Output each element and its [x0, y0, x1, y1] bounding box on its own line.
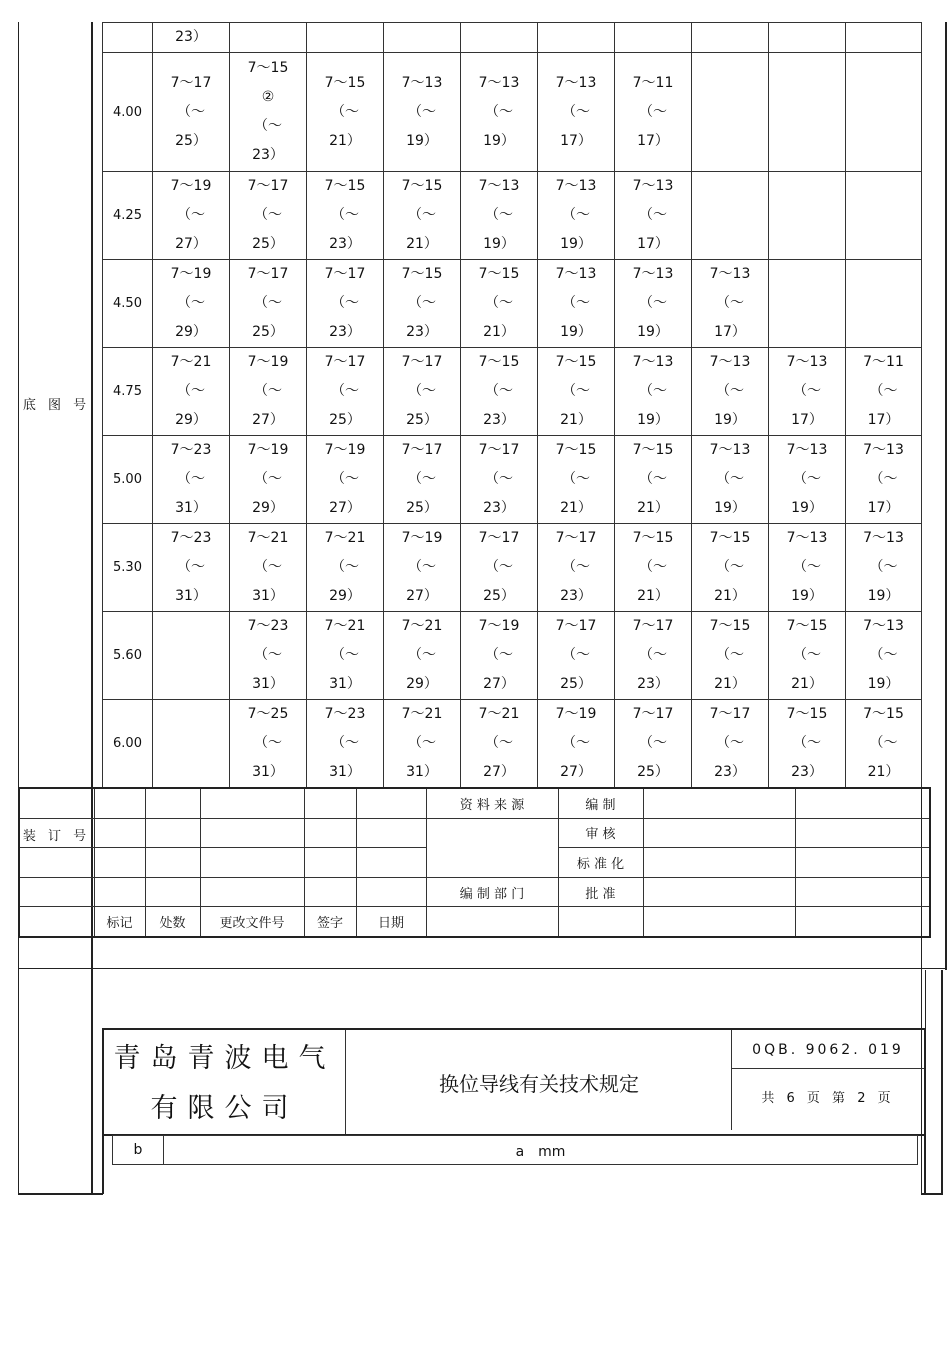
thickness-cell: 6.00: [103, 700, 153, 788]
table-cell: 7～15 ② （～ 23）: [230, 53, 307, 172]
table-cell: 7～15 （～ 21）: [615, 524, 692, 612]
table-row: [103, 436, 922, 524]
table-cell: 7～19 （～ 27）: [384, 524, 461, 612]
table-cell: 7～13 （～ 19）: [461, 53, 538, 172]
table-cell: 7～17 （～ 23）: [615, 612, 692, 700]
right-border-outer: [945, 22, 947, 970]
spec-table: [102, 22, 922, 788]
table-cell: 7～13 （～ 19）: [615, 348, 692, 436]
table-cell: [230, 23, 307, 53]
table-cell: [769, 172, 846, 260]
separator-line: [18, 968, 947, 969]
table-cell: 7～25 （～ 31）: [230, 700, 307, 788]
table-cell: 7～17 （～ 25）: [230, 260, 307, 348]
footer-count: 处数: [145, 907, 200, 937]
table-cell: 7～13 （～ 19）: [538, 172, 615, 260]
table-cell: [384, 23, 461, 53]
table-cell: 7～19 （～ 29）: [153, 260, 230, 348]
table-cell: [153, 700, 230, 788]
table-cell: [153, 612, 230, 700]
binding-strip: [18, 22, 93, 1194]
table-cell: 7～15 （～ 23）: [769, 700, 846, 788]
table-cell: 7～17 （～ 25）: [461, 524, 538, 612]
table-cell: 7～17 （～ 25）: [153, 53, 230, 172]
source-field[interactable]: [426, 818, 558, 877]
table-cell: 7～19 （～ 27）: [307, 436, 384, 524]
document-number: 0QB. 9062. 019: [731, 1030, 924, 1069]
table-row: [103, 700, 922, 788]
table-cell: 7～21 （～ 31）: [384, 700, 461, 788]
table-cell: 7～17 （～ 25）: [384, 436, 461, 524]
table-cell: 7～23 （～ 31）: [307, 700, 384, 788]
table-cell: [692, 23, 769, 53]
table-cell: 7～13 （～ 17）: [692, 260, 769, 348]
table-cell: 7～17 （～ 23）: [538, 524, 615, 612]
col-a-header: a mm: [515, 1144, 566, 1160]
table-cell: 7～15 （～ 21）: [538, 348, 615, 436]
thickness-cell: 5.00: [103, 436, 153, 524]
table-cell: [461, 23, 538, 53]
table-cell: 7～17 （～ 23）: [307, 260, 384, 348]
thickness-cell: 5.30: [103, 524, 153, 612]
role-standardize: 标 准 化: [558, 848, 643, 878]
table-cell: [769, 53, 846, 172]
table-row: [103, 53, 922, 172]
table-cell: 7～15 （～ 21）: [846, 700, 922, 788]
title-block: [102, 1028, 926, 1136]
table-cell: [692, 53, 769, 172]
table-cell: 7～17 （～ 23）: [461, 436, 538, 524]
table-cell: 7～13 （～ 17）: [538, 53, 615, 172]
company-line-1: 青岛青波电气: [113, 1043, 336, 1074]
table-row: [103, 348, 922, 436]
table-cell: [846, 23, 922, 53]
table-cell: 7～13 （～ 19）: [769, 436, 846, 524]
table-cell: [769, 260, 846, 348]
table-cell: 7～15 （～ 21）: [692, 524, 769, 612]
table-cell: 7～19 （～ 27）: [461, 612, 538, 700]
source-label: 资 料 来 源: [426, 788, 558, 818]
table-cell: 7～17 （～ 25）: [615, 700, 692, 788]
document-title: 换位导线有关技术规定: [439, 1071, 639, 1096]
table-cell: 7～23 （～ 31）: [153, 436, 230, 524]
col-b-header: b: [113, 1136, 164, 1164]
table-cell: 7～17 （～ 25）: [307, 348, 384, 436]
table-cell: 7～11 （～ 17）: [846, 348, 922, 436]
table-cell: [769, 23, 846, 53]
table-row: [103, 260, 922, 348]
table-cell: 7～13 （～ 19）: [692, 436, 769, 524]
table-cell: 7～23 （～ 31）: [153, 524, 230, 612]
table-row: [103, 172, 922, 260]
table-cell: 7～15 （～ 23）: [384, 260, 461, 348]
table-cell: 7～21 （～ 29）: [153, 348, 230, 436]
role-review: 审 核: [558, 818, 643, 848]
table-cell: 7～21 （～ 29）: [307, 524, 384, 612]
table-cell: 7～13 （～ 19）: [846, 612, 922, 700]
table-cell: [538, 23, 615, 53]
table-cell: 7～19 （～ 27）: [538, 700, 615, 788]
table-cell: 7～19 （～ 29）: [230, 436, 307, 524]
table-cell: [692, 172, 769, 260]
table-cell: 7～15 （～ 21）: [769, 612, 846, 700]
binding-number-label: 装 订 号: [22, 829, 91, 844]
table-cell: 7～13 （～ 19）: [846, 524, 922, 612]
table-row-top: [103, 23, 922, 53]
table-cell: 7～11 （～ 17）: [615, 53, 692, 172]
page-info: 共 6 页 第 2 页: [731, 1068, 924, 1130]
thickness-cell: 5.60: [103, 612, 153, 700]
table-cell: 7～21 （～ 31）: [230, 524, 307, 612]
table-sub-header: [102, 1132, 926, 1194]
table-cell: 7～21 （～ 29）: [384, 612, 461, 700]
right-border-lower-outer: [941, 970, 943, 1194]
table-cell: [615, 23, 692, 53]
table-cell: 7～15 （～ 21）: [615, 436, 692, 524]
table-cell: 7～13 （～ 19）: [692, 348, 769, 436]
footer-sign: 签字: [304, 907, 356, 937]
table-cell: [103, 23, 153, 53]
thickness-cell: 4.50: [103, 260, 153, 348]
table-cell: 7～13 （～ 19）: [461, 172, 538, 260]
thickness-cell: 4.25: [103, 172, 153, 260]
table-cell: 23）: [153, 23, 230, 53]
table-cell: 7～13 （～ 19）: [538, 260, 615, 348]
table-cell: 7～13 （～ 19）: [384, 53, 461, 172]
table-cell: 7～17 （～ 25）: [384, 348, 461, 436]
table-cell: 7～19 （～ 27）: [153, 172, 230, 260]
table-cell: 7～19 （～ 27）: [230, 348, 307, 436]
company-line-2: 有限公司: [150, 1093, 299, 1124]
table-cell: [846, 172, 922, 260]
table-cell: [846, 53, 922, 172]
table-cell: 7～13 （～ 17）: [846, 436, 922, 524]
footer-change-doc: 更改文件号: [200, 907, 304, 937]
base-drawing-number-label: 底 图 号: [22, 398, 91, 413]
table-cell: 7～15 （～ 21）: [461, 260, 538, 348]
table-cell: 7～13 （～ 17）: [769, 348, 846, 436]
table-cell: [307, 23, 384, 53]
bottom-left-line: [18, 1193, 103, 1195]
table-cell: 7～17 （～ 25）: [230, 172, 307, 260]
table-cell: 7～21 （～ 31）: [307, 612, 384, 700]
revision-block: [18, 787, 931, 938]
table-cell: 7～17 （～ 23）: [692, 700, 769, 788]
table-cell: [846, 260, 922, 348]
role-approve: 批 准: [558, 877, 643, 907]
role-compile: 编 制: [558, 788, 643, 818]
table-cell: 7～17 （～ 25）: [538, 612, 615, 700]
table-cell: 7～13 （～ 17）: [615, 172, 692, 260]
thickness-cell: 4.75: [103, 348, 153, 436]
table-cell: 7～15 （～ 21）: [384, 172, 461, 260]
table-cell: 7～13 （～ 19）: [769, 524, 846, 612]
table-cell: 7～15 （～ 21）: [307, 53, 384, 172]
footer-mark: 标记: [94, 907, 145, 937]
table-row: [103, 612, 922, 700]
dept-label: 编 制 部 门: [426, 877, 558, 907]
table-row: [103, 524, 922, 612]
table-cell: 7～15 （～ 21）: [538, 436, 615, 524]
table-cell: 7～15 （～ 23）: [307, 172, 384, 260]
table-cell: 7～23 （～ 31）: [230, 612, 307, 700]
footer-date: 日期: [356, 907, 426, 937]
table-cell: 7～21 （～ 27）: [461, 700, 538, 788]
table-cell: 7～15 （～ 21）: [692, 612, 769, 700]
table-cell: 7～13 （～ 19）: [615, 260, 692, 348]
thickness-cell: 4.00: [103, 53, 153, 172]
table-cell: 7～15 （～ 23）: [461, 348, 538, 436]
company-name: [104, 1030, 346, 1134]
